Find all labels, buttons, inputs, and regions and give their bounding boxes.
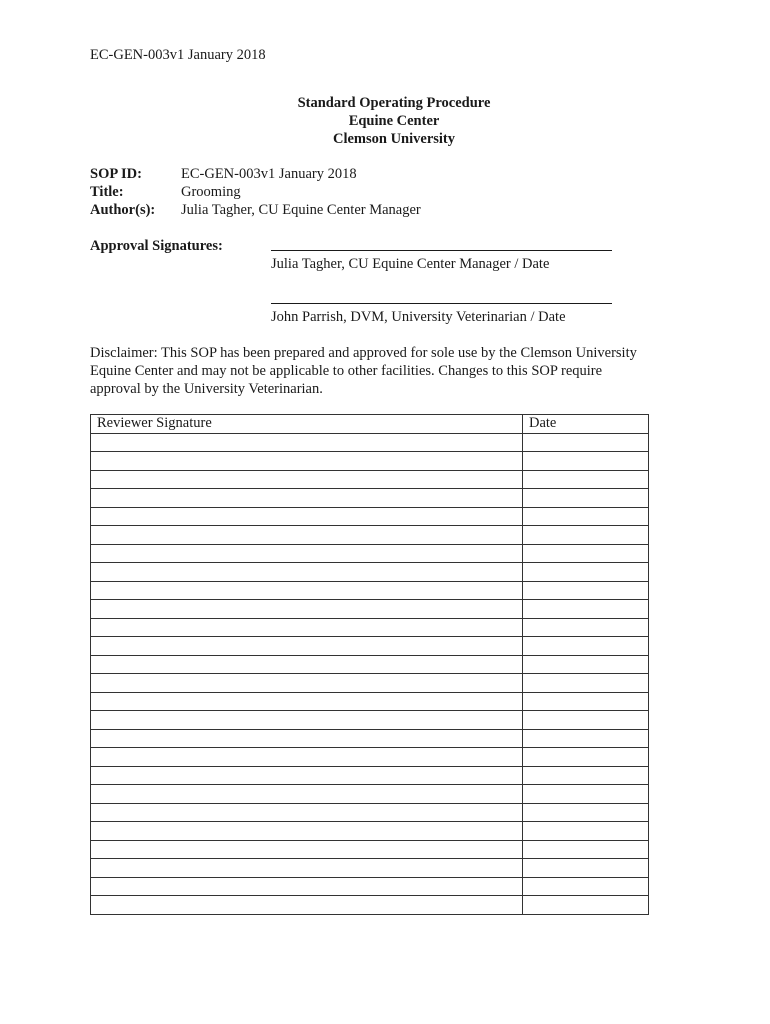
table-row xyxy=(91,452,649,471)
sop-id-value: EC-GEN-003v1 January 2018 xyxy=(181,166,357,182)
title-label: Title: xyxy=(90,184,124,200)
document-code-header: EC-GEN-003v1 January 2018 xyxy=(90,47,266,63)
signatory-1-caption: Julia Tagher, CU Equine Center Manager / Date xyxy=(271,256,550,272)
reviewer-signature-cell[interactable] xyxy=(91,785,523,804)
reviewer-signature-cell[interactable] xyxy=(91,859,523,878)
signature-line-2[interactable] xyxy=(271,303,612,304)
signatory-2-caption: John Parrish, DVM, University Veterinarian / Date xyxy=(271,309,566,325)
reviewer-signature-cell[interactable] xyxy=(91,452,523,471)
reviewer-signature-cell[interactable] xyxy=(91,600,523,619)
table-row xyxy=(91,618,649,637)
table-row xyxy=(91,692,649,711)
date-cell[interactable] xyxy=(523,711,649,730)
table-row xyxy=(91,433,649,452)
table-row xyxy=(91,544,649,563)
table-row xyxy=(91,600,649,619)
date-cell[interactable] xyxy=(523,470,649,489)
date-cell[interactable] xyxy=(523,544,649,563)
reviewer-signature-cell[interactable] xyxy=(91,711,523,730)
table-row xyxy=(91,470,649,489)
table-row xyxy=(91,674,649,693)
column-header-date: Date xyxy=(523,415,649,434)
table-row xyxy=(91,489,649,508)
reviewer-signature-cell[interactable] xyxy=(91,618,523,637)
table-row xyxy=(91,840,649,859)
reviewer-signature-cell[interactable] xyxy=(91,729,523,748)
reviewer-signature-cell[interactable] xyxy=(91,803,523,822)
table-row xyxy=(91,803,649,822)
reviewer-signature-cell[interactable] xyxy=(91,470,523,489)
signature-line-1[interactable] xyxy=(271,250,612,251)
reviewer-signature-table xyxy=(90,414,649,915)
table-row xyxy=(91,766,649,785)
date-cell[interactable] xyxy=(523,896,649,915)
date-cell[interactable] xyxy=(523,822,649,841)
date-cell[interactable] xyxy=(523,433,649,452)
table-row xyxy=(91,711,649,730)
table-header-row xyxy=(91,415,649,434)
table-row xyxy=(91,581,649,600)
date-cell[interactable] xyxy=(523,803,649,822)
table-row xyxy=(91,507,649,526)
reviewer-signature-cell[interactable] xyxy=(91,507,523,526)
reviewer-signature-cell[interactable] xyxy=(91,655,523,674)
disclaimer-line: Equine Center and may not be applicable to other facilities. Changes to this SOP require xyxy=(90,363,603,379)
disclaimer-line: Disclaimer: This SOP has been prepared and approved for sole use by the Clemson University xyxy=(90,345,637,361)
title-line-sop: Standard Operating Procedure xyxy=(297,95,491,111)
table-row xyxy=(91,637,649,656)
reviewer-signature-cell[interactable] xyxy=(91,766,523,785)
date-cell[interactable] xyxy=(523,581,649,600)
table-row xyxy=(91,655,649,674)
table-row xyxy=(91,822,649,841)
date-cell[interactable] xyxy=(523,489,649,508)
disclaimer-paragraph xyxy=(90,344,680,398)
date-cell[interactable] xyxy=(523,674,649,693)
reviewer-signature-cell[interactable] xyxy=(91,748,523,767)
date-cell[interactable] xyxy=(523,840,649,859)
sop-id-label: SOP ID: xyxy=(90,166,142,182)
date-cell[interactable] xyxy=(523,877,649,896)
title-line-center: Equine Center xyxy=(348,113,440,129)
date-cell[interactable] xyxy=(523,785,649,804)
reviewer-signature-cell[interactable] xyxy=(91,433,523,452)
title-line-university: Clemson University xyxy=(332,131,456,147)
date-cell[interactable] xyxy=(523,692,649,711)
reviewer-signature-cell[interactable] xyxy=(91,489,523,508)
reviewer-signature-cell[interactable] xyxy=(91,840,523,859)
date-cell[interactable] xyxy=(523,729,649,748)
document-title-block xyxy=(0,94,770,148)
date-cell[interactable] xyxy=(523,526,649,545)
date-cell[interactable] xyxy=(523,655,649,674)
table-row xyxy=(91,785,649,804)
column-header-reviewer-signature: Reviewer Signature xyxy=(91,415,523,434)
table-row xyxy=(91,563,649,582)
date-cell[interactable] xyxy=(523,637,649,656)
date-cell[interactable] xyxy=(523,452,649,471)
reviewer-signature-cell[interactable] xyxy=(91,581,523,600)
reviewer-table-body xyxy=(91,433,649,914)
title-value: Grooming xyxy=(181,184,241,200)
date-cell[interactable] xyxy=(523,507,649,526)
date-cell[interactable] xyxy=(523,618,649,637)
reviewer-signature-cell[interactable] xyxy=(91,877,523,896)
table-row xyxy=(91,877,649,896)
approval-signatures-label: Approval Signatures: xyxy=(90,238,223,254)
authors-value: Julia Tagher, CU Equine Center Manager xyxy=(181,202,421,218)
date-cell[interactable] xyxy=(523,600,649,619)
date-cell[interactable] xyxy=(523,766,649,785)
date-cell[interactable] xyxy=(523,563,649,582)
reviewer-signature-cell[interactable] xyxy=(91,544,523,563)
date-cell[interactable] xyxy=(523,748,649,767)
table-row xyxy=(91,896,649,915)
reviewer-signature-cell[interactable] xyxy=(91,526,523,545)
table-row xyxy=(91,526,649,545)
table-row xyxy=(91,748,649,767)
authors-label: Author(s): xyxy=(90,202,156,218)
disclaimer-line: approval by the University Veterinarian. xyxy=(90,381,323,397)
reviewer-signature-cell[interactable] xyxy=(91,563,523,582)
reviewer-signature-cell[interactable] xyxy=(91,822,523,841)
reviewer-signature-cell[interactable] xyxy=(91,637,523,656)
date-cell[interactable] xyxy=(523,859,649,878)
table-row xyxy=(91,729,649,748)
table-row xyxy=(91,859,649,878)
reviewer-signature-cell[interactable] xyxy=(91,674,523,693)
reviewer-signature-cell[interactable] xyxy=(91,896,523,915)
reviewer-signature-cell[interactable] xyxy=(91,692,523,711)
